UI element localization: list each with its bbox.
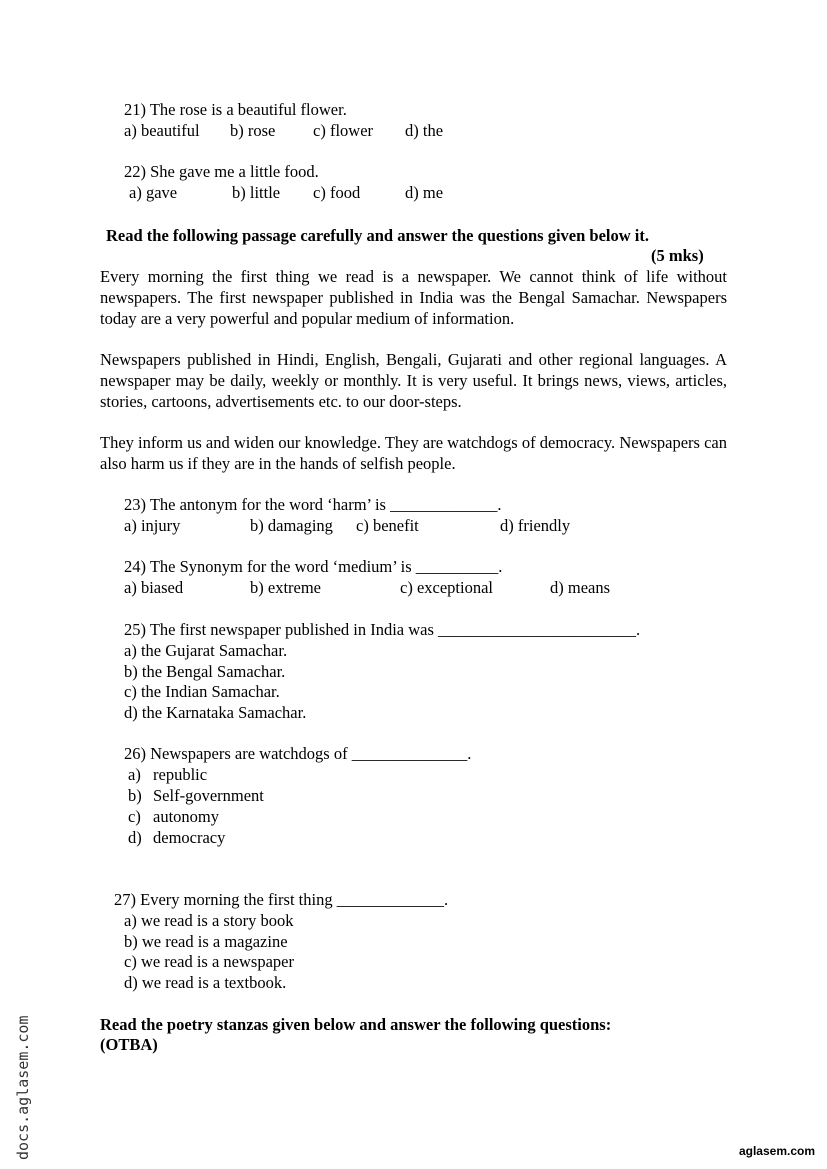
q23-option-c: c) benefit (356, 516, 419, 535)
passage-instruction: Read the following passage carefully and answer the questions given below it. (106, 226, 650, 245)
q26-letter-d: d) (128, 828, 142, 847)
q26-option-c: autonomy (153, 807, 219, 826)
q24-option-d: d) means (550, 578, 611, 597)
q21-stem: 21) The rose is a beautiful flower. (124, 100, 347, 119)
q26-letter-c: c) (128, 807, 141, 826)
q24-stem: 24) The Synonym for the word ‘medium’ is __________. (124, 557, 503, 576)
q27-option-a: a) we read is a story book (124, 911, 294, 930)
q24-option-b: b) extreme (250, 578, 322, 597)
q24-option-c: c) exceptional (400, 578, 493, 597)
q21-option-b: b) rose (230, 121, 276, 140)
q23-stem: 23) The antonym for the word ‘harm’ is _____________. (124, 495, 502, 514)
q27-stem: 27) Every morning the first thing _____________. (114, 890, 449, 909)
q21-option-a: a) beautiful (124, 121, 200, 140)
q22-stem: 22) She gave me a little food. (124, 162, 319, 181)
q24-option-a: a) biased (124, 578, 184, 597)
q27-option-c: c) we read is a newspaper (124, 952, 294, 971)
side-watermark: docs.aglasem.com (14, 1015, 32, 1160)
q21-option-d: d) the (405, 121, 444, 140)
q26-option-b: Self-government (153, 786, 264, 805)
poetry-instruction: Read the poetry stanzas given below and answer the following questions: (100, 1015, 612, 1034)
q26-stem: 26) Newspapers are watchdogs of ______________. (124, 744, 472, 763)
q22-option-c: c) food (313, 183, 361, 202)
q27-option-b: b) we read is a magazine (124, 932, 288, 951)
q26-option-d: democracy (153, 828, 226, 847)
q26-letter-b: b) (128, 786, 142, 805)
q26-option-a: republic (153, 765, 208, 784)
passage-paragraph-3: They inform us and widen our knowledge. They are watchdogs of democracy. Newspapers can also harm us if they are in the hands of selfish people. (100, 433, 727, 473)
passage-paragraph-2: Newspapers published in Hindi, English, Bengali, Gujarati and other regional languages. A newspaper may be daily, weekly or monthly. It is very useful. It brings news, views, articles, stories, cartoons, advertisements etc. to our door-steps. (100, 350, 727, 411)
q23-option-b: b) damaging (250, 516, 333, 535)
q22-option-d: d) me (405, 183, 444, 202)
passage-paragraph-1: Every morning the first thing we read is a newspaper. We cannot think of life without newspapers. The first newspaper published in India was the Bengal Samachar. Newspapers today are a very powerful and popular medium of information. (100, 267, 727, 328)
q23-option-a: a) injury (124, 516, 181, 535)
q25-option-d: d) the Karnataka Samachar. (124, 703, 307, 722)
q21-option-c: c) flower (313, 121, 374, 140)
q22-option-b: b) little (232, 183, 281, 202)
q25-option-c: c) the Indian Samachar. (124, 682, 280, 701)
q22-option-a: a) gave (129, 183, 178, 202)
q25-option-a: a) the Gujarat Samachar. (124, 641, 288, 660)
footer-site-name: aglasem.com (738, 1144, 815, 1158)
poetry-instruction-otba: (OTBA) (100, 1035, 158, 1054)
q26-letter-a: a) (128, 765, 141, 784)
q25-option-b: b) the Bengal Samachar. (124, 662, 286, 681)
passage-marks: (5 mks) (651, 246, 704, 265)
q25-stem: 25) The first newspaper published in India was ________________________. (124, 620, 641, 639)
q27-option-d: d) we read is a textbook. (124, 973, 287, 992)
q23-option-d: d) friendly (500, 516, 571, 535)
